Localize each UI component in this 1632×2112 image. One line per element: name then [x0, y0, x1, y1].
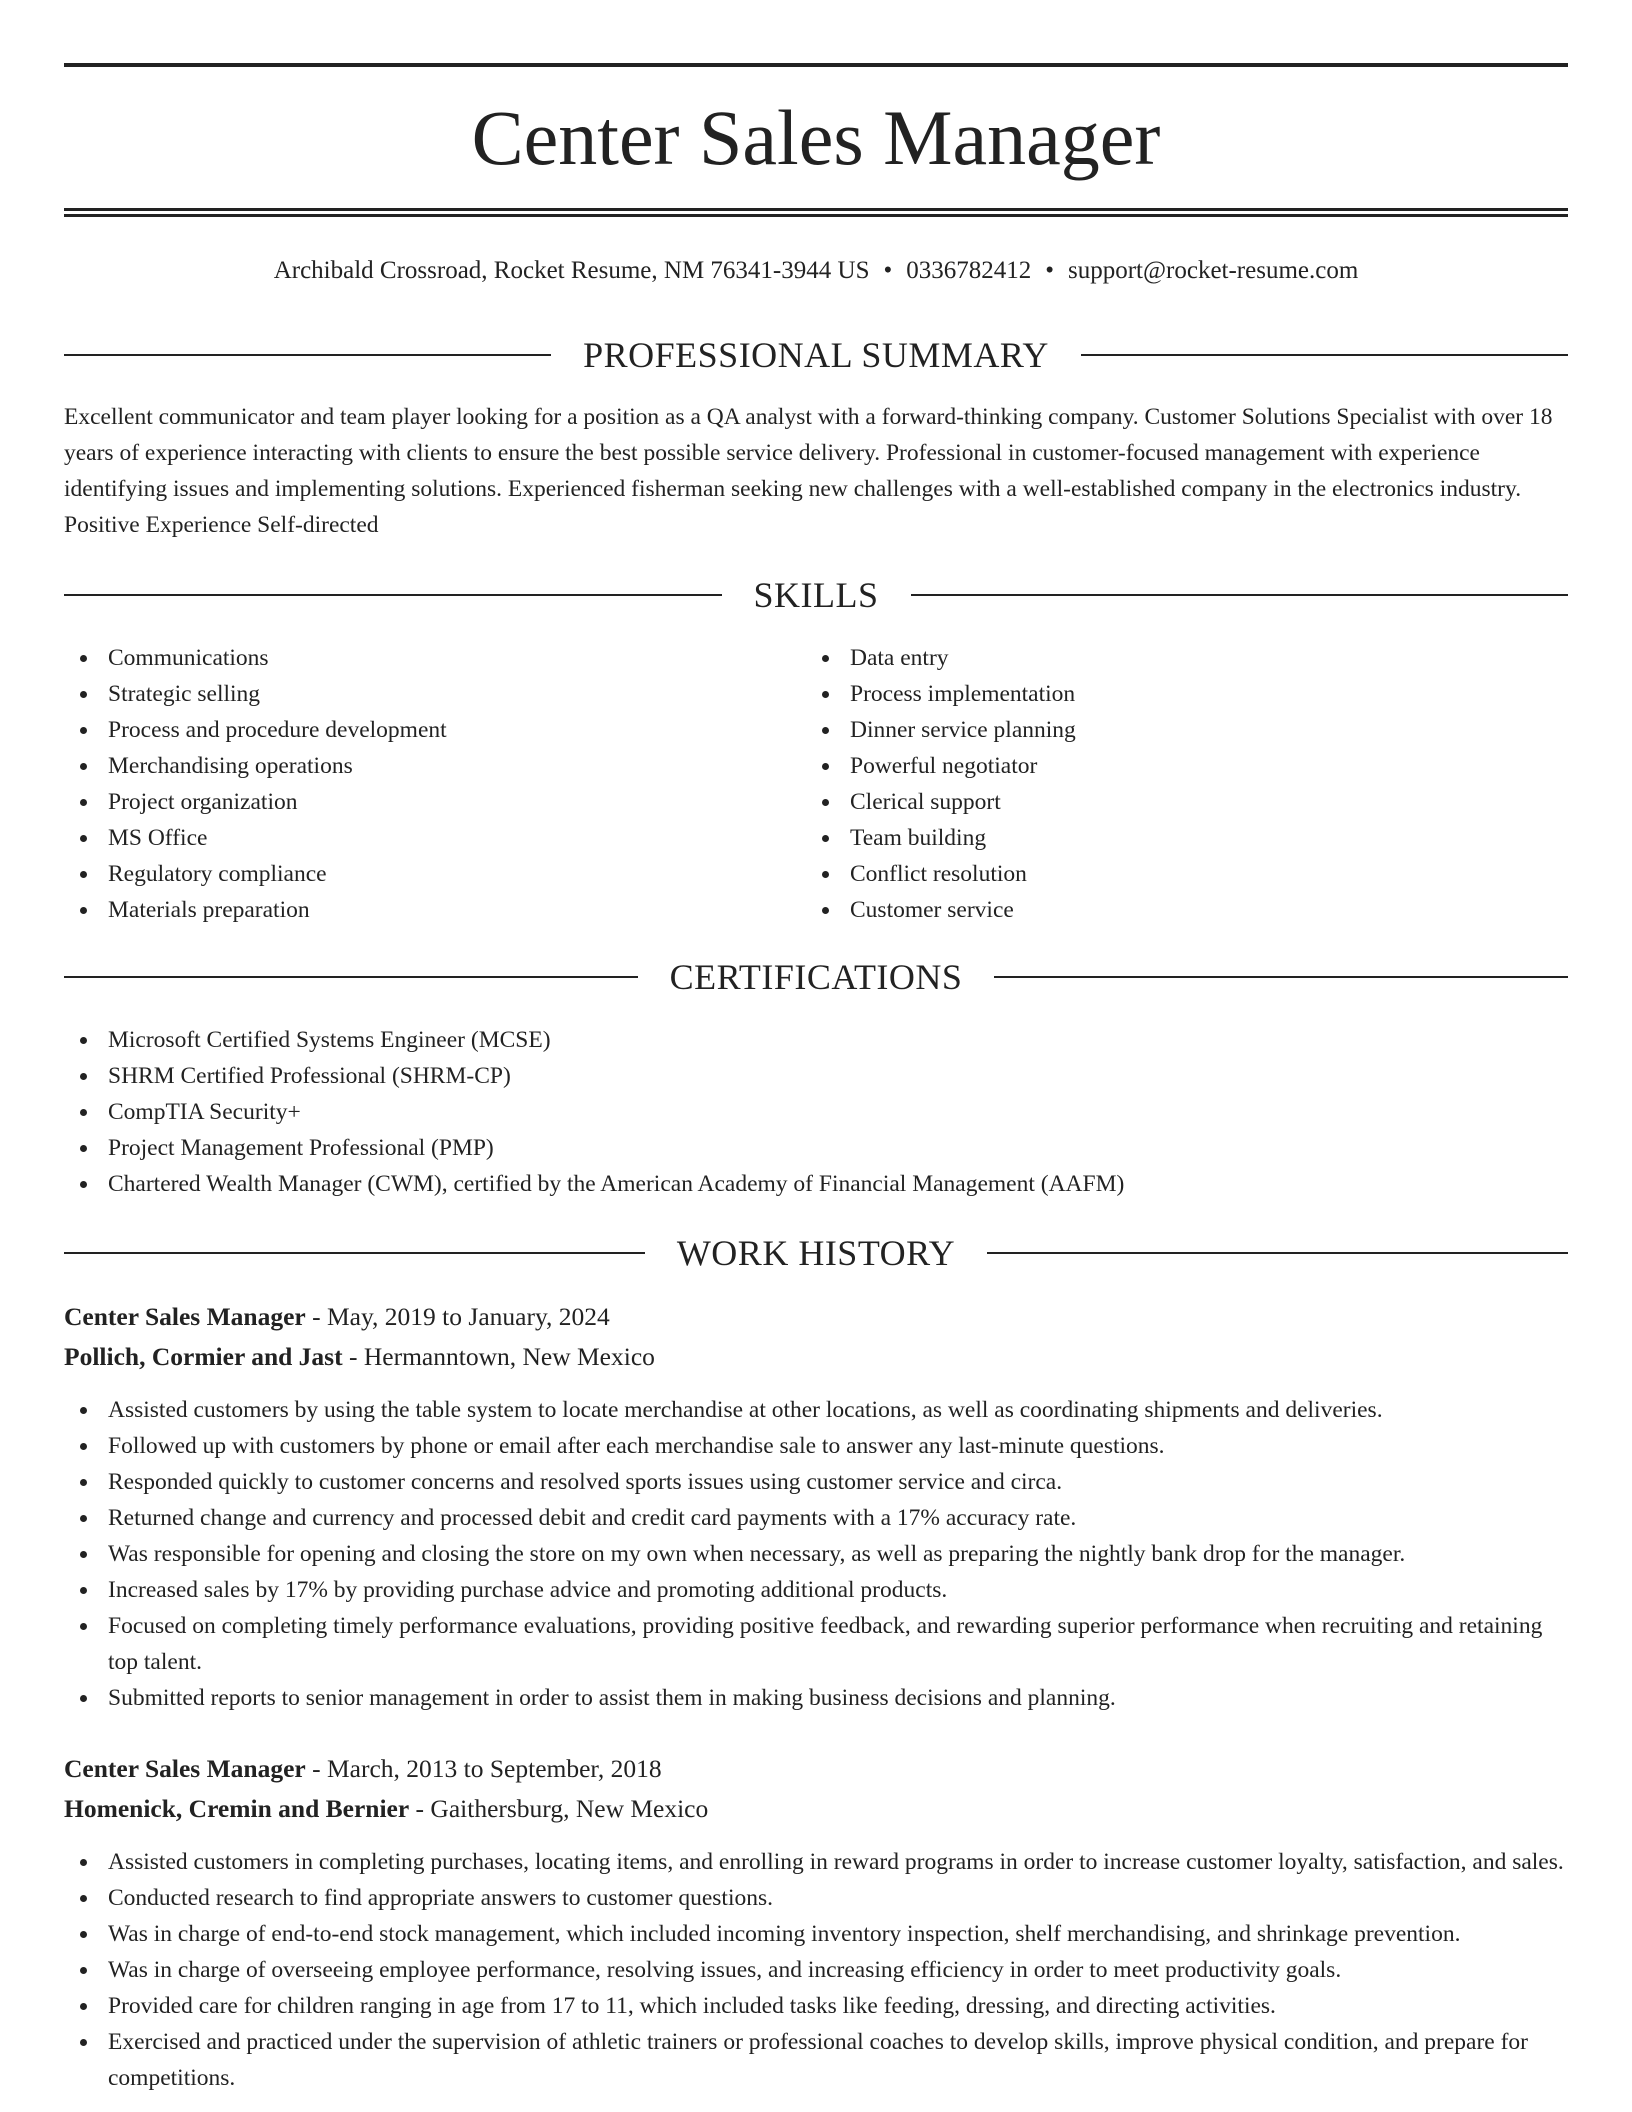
job-title-line	[64, 1298, 1568, 1336]
job-title: Center Sales Manager	[64, 1754, 306, 1783]
skill-item: Process and procedure development	[64, 712, 806, 748]
job-dates: - May, 2019 to January, 2024	[305, 1302, 610, 1331]
certification-item: Microsoft Certified Systems Engineer (MCSE)	[64, 1022, 1568, 1058]
job-duty: Followed up with customers by phone or email after each merchandise sale to answer any last-minute questions.	[64, 1428, 1568, 1464]
skill-item: Materials preparation	[64, 892, 806, 928]
contact-separator: •	[1045, 257, 1054, 284]
job-company: Homenick, Cremin and Bernier	[64, 1794, 410, 1823]
certifications-list	[64, 1022, 1568, 1202]
heading-rule	[1081, 354, 1568, 356]
job-location: - Hermanntown, New Mexico	[342, 1342, 655, 1371]
contact-separator: •	[883, 257, 893, 284]
job-company-line	[64, 1338, 1568, 1376]
job-duties-list	[64, 1392, 1568, 1716]
job-title: Center Sales Manager	[64, 1302, 306, 1331]
heading-rule	[994, 976, 1568, 978]
heading-rule	[911, 594, 1569, 596]
job-company: Pollich, Cormier and Jast	[64, 1342, 343, 1371]
skill-item: Project organization	[64, 784, 806, 820]
skills-list-right	[806, 640, 1548, 928]
summary-section-heading	[64, 333, 1568, 377]
heading-rule	[64, 354, 551, 356]
skill-item: Customer service	[806, 892, 1548, 928]
skill-item: Data entry	[806, 640, 1548, 676]
job-duty: Increased sales by 17% by providing purchase advice and promoting additional products.	[64, 1572, 1568, 1608]
job-duty: Was in charge of overseeing employee performance, resolving issues, and increasing efficiency in order to meet productivity goals.	[64, 1952, 1568, 1988]
skill-item: MS Office	[64, 820, 806, 856]
skill-item: Regulatory compliance	[64, 856, 806, 892]
certifications-heading: CERTIFICATIONS	[669, 957, 963, 997]
job-duty: Provided care for children ranging in age from 17 to 11, which included tasks like feeding, dressing, and directing activities.	[64, 1988, 1568, 2024]
work-heading: WORK HISTORY	[676, 1233, 956, 1273]
certification-item: Project Management Professional (PMP)	[64, 1130, 1568, 1166]
contact-address: Archibald Crossroad, Rocket Resume, NM 76341-3944 US	[273, 257, 870, 284]
summary-text: Excellent communicator and team player looking for a position as a QA analyst with a forward-thinking company. Customer Solutions Specialist with over 18 years of experience interacting with clients to ensure the best possible service delivery. Professional in customer-focused management with experience identifying issues and implementing solutions. Experienced fisherman seeking new challenges with a well-established company in the electronics industry. Positive Experience Self-directed	[64, 404, 1553, 538]
heading-rule	[64, 976, 638, 978]
skill-item: Strategic selling	[64, 676, 806, 712]
job-location: - Gaithersburg, New Mexico	[409, 1794, 709, 1823]
skills-list-left	[64, 640, 806, 928]
title-double-rule	[64, 208, 1568, 217]
job-duties-list	[64, 1844, 1568, 2096]
certification-item: SHRM Certified Professional (SHRM-CP)	[64, 1058, 1568, 1094]
skills-section-heading	[64, 573, 1568, 617]
certifications-section-heading	[64, 955, 1568, 999]
job-duty: Assisted customers in completing purchases, locating items, and enrolling in reward programs in order to increase customer loyalty, satisfaction, and sales.	[64, 1844, 1568, 1880]
skill-item: Dinner service planning	[806, 712, 1548, 748]
work-section-heading	[64, 1231, 1568, 1275]
job-duty: Exercised and practiced under the supervision of athletic trainers or professional coaches to develop skills, improve physical condition, and prepare for competitions.	[64, 2024, 1568, 2096]
certification-item: CompTIA Security+	[64, 1094, 1568, 1130]
skill-item: Merchandising operations	[64, 748, 806, 784]
heading-rule	[64, 594, 722, 596]
job-duty: Responded quickly to customer concerns and resolved sports issues using customer service and circa.	[64, 1464, 1568, 1500]
job-duty: Was responsible for opening and closing the store on my own when necessary, as well as preparing the nightly bank drop for the manager.	[64, 1536, 1568, 1572]
top-rule	[64, 63, 1568, 67]
contact-email: support@rocket-resume.com	[1068, 257, 1359, 284]
contact-line	[64, 253, 1568, 289]
skill-item: Team building	[806, 820, 1548, 856]
job-dates: - March, 2013 to September, 2018	[305, 1754, 662, 1783]
job-title-line	[64, 1750, 1568, 1788]
job-duty: Assisted customers by using the table system to locate merchandise at other locations, as well as coordinating shipments and deliveries.	[64, 1392, 1568, 1428]
contact-phone: 0336782412	[906, 257, 1032, 284]
skill-item: Clerical support	[806, 784, 1548, 820]
skills-columns	[64, 640, 1568, 928]
job-duty: Focused on completing timely performance evaluations, providing positive feedback, and rewarding superior performance when recruiting and retaining top talent.	[64, 1608, 1568, 1680]
skill-item: Process implementation	[806, 676, 1548, 712]
job-duty: Submitted reports to senior management in order to assist them in making business decisions and planning.	[64, 1680, 1568, 1716]
heading-rule	[64, 1252, 645, 1254]
skill-item: Conflict resolution	[806, 856, 1548, 892]
resume-title: Center Sales Manager	[471, 94, 1161, 181]
skill-item: Powerful negotiator	[806, 748, 1548, 784]
summary-heading: PROFESSIONAL SUMMARY	[583, 335, 1049, 375]
job-company-line	[64, 1790, 1568, 1828]
job-duty: Was in charge of end-to-end stock management, which included incoming inventory inspection, shelf merchandising, and shrinkage prevention.	[64, 1916, 1568, 1952]
job-duty: Returned change and currency and processed debit and credit card payments with a 17% accuracy rate.	[64, 1500, 1568, 1536]
certification-item: Chartered Wealth Manager (CWM), certified by the American Academy of Financial Management (AAFM)	[64, 1166, 1568, 1202]
job-duty: Conducted research to find appropriate answers to customer questions.	[64, 1880, 1568, 1916]
skill-item: Communications	[64, 640, 806, 676]
skills-heading: SKILLS	[753, 575, 879, 615]
heading-rule	[987, 1252, 1568, 1254]
